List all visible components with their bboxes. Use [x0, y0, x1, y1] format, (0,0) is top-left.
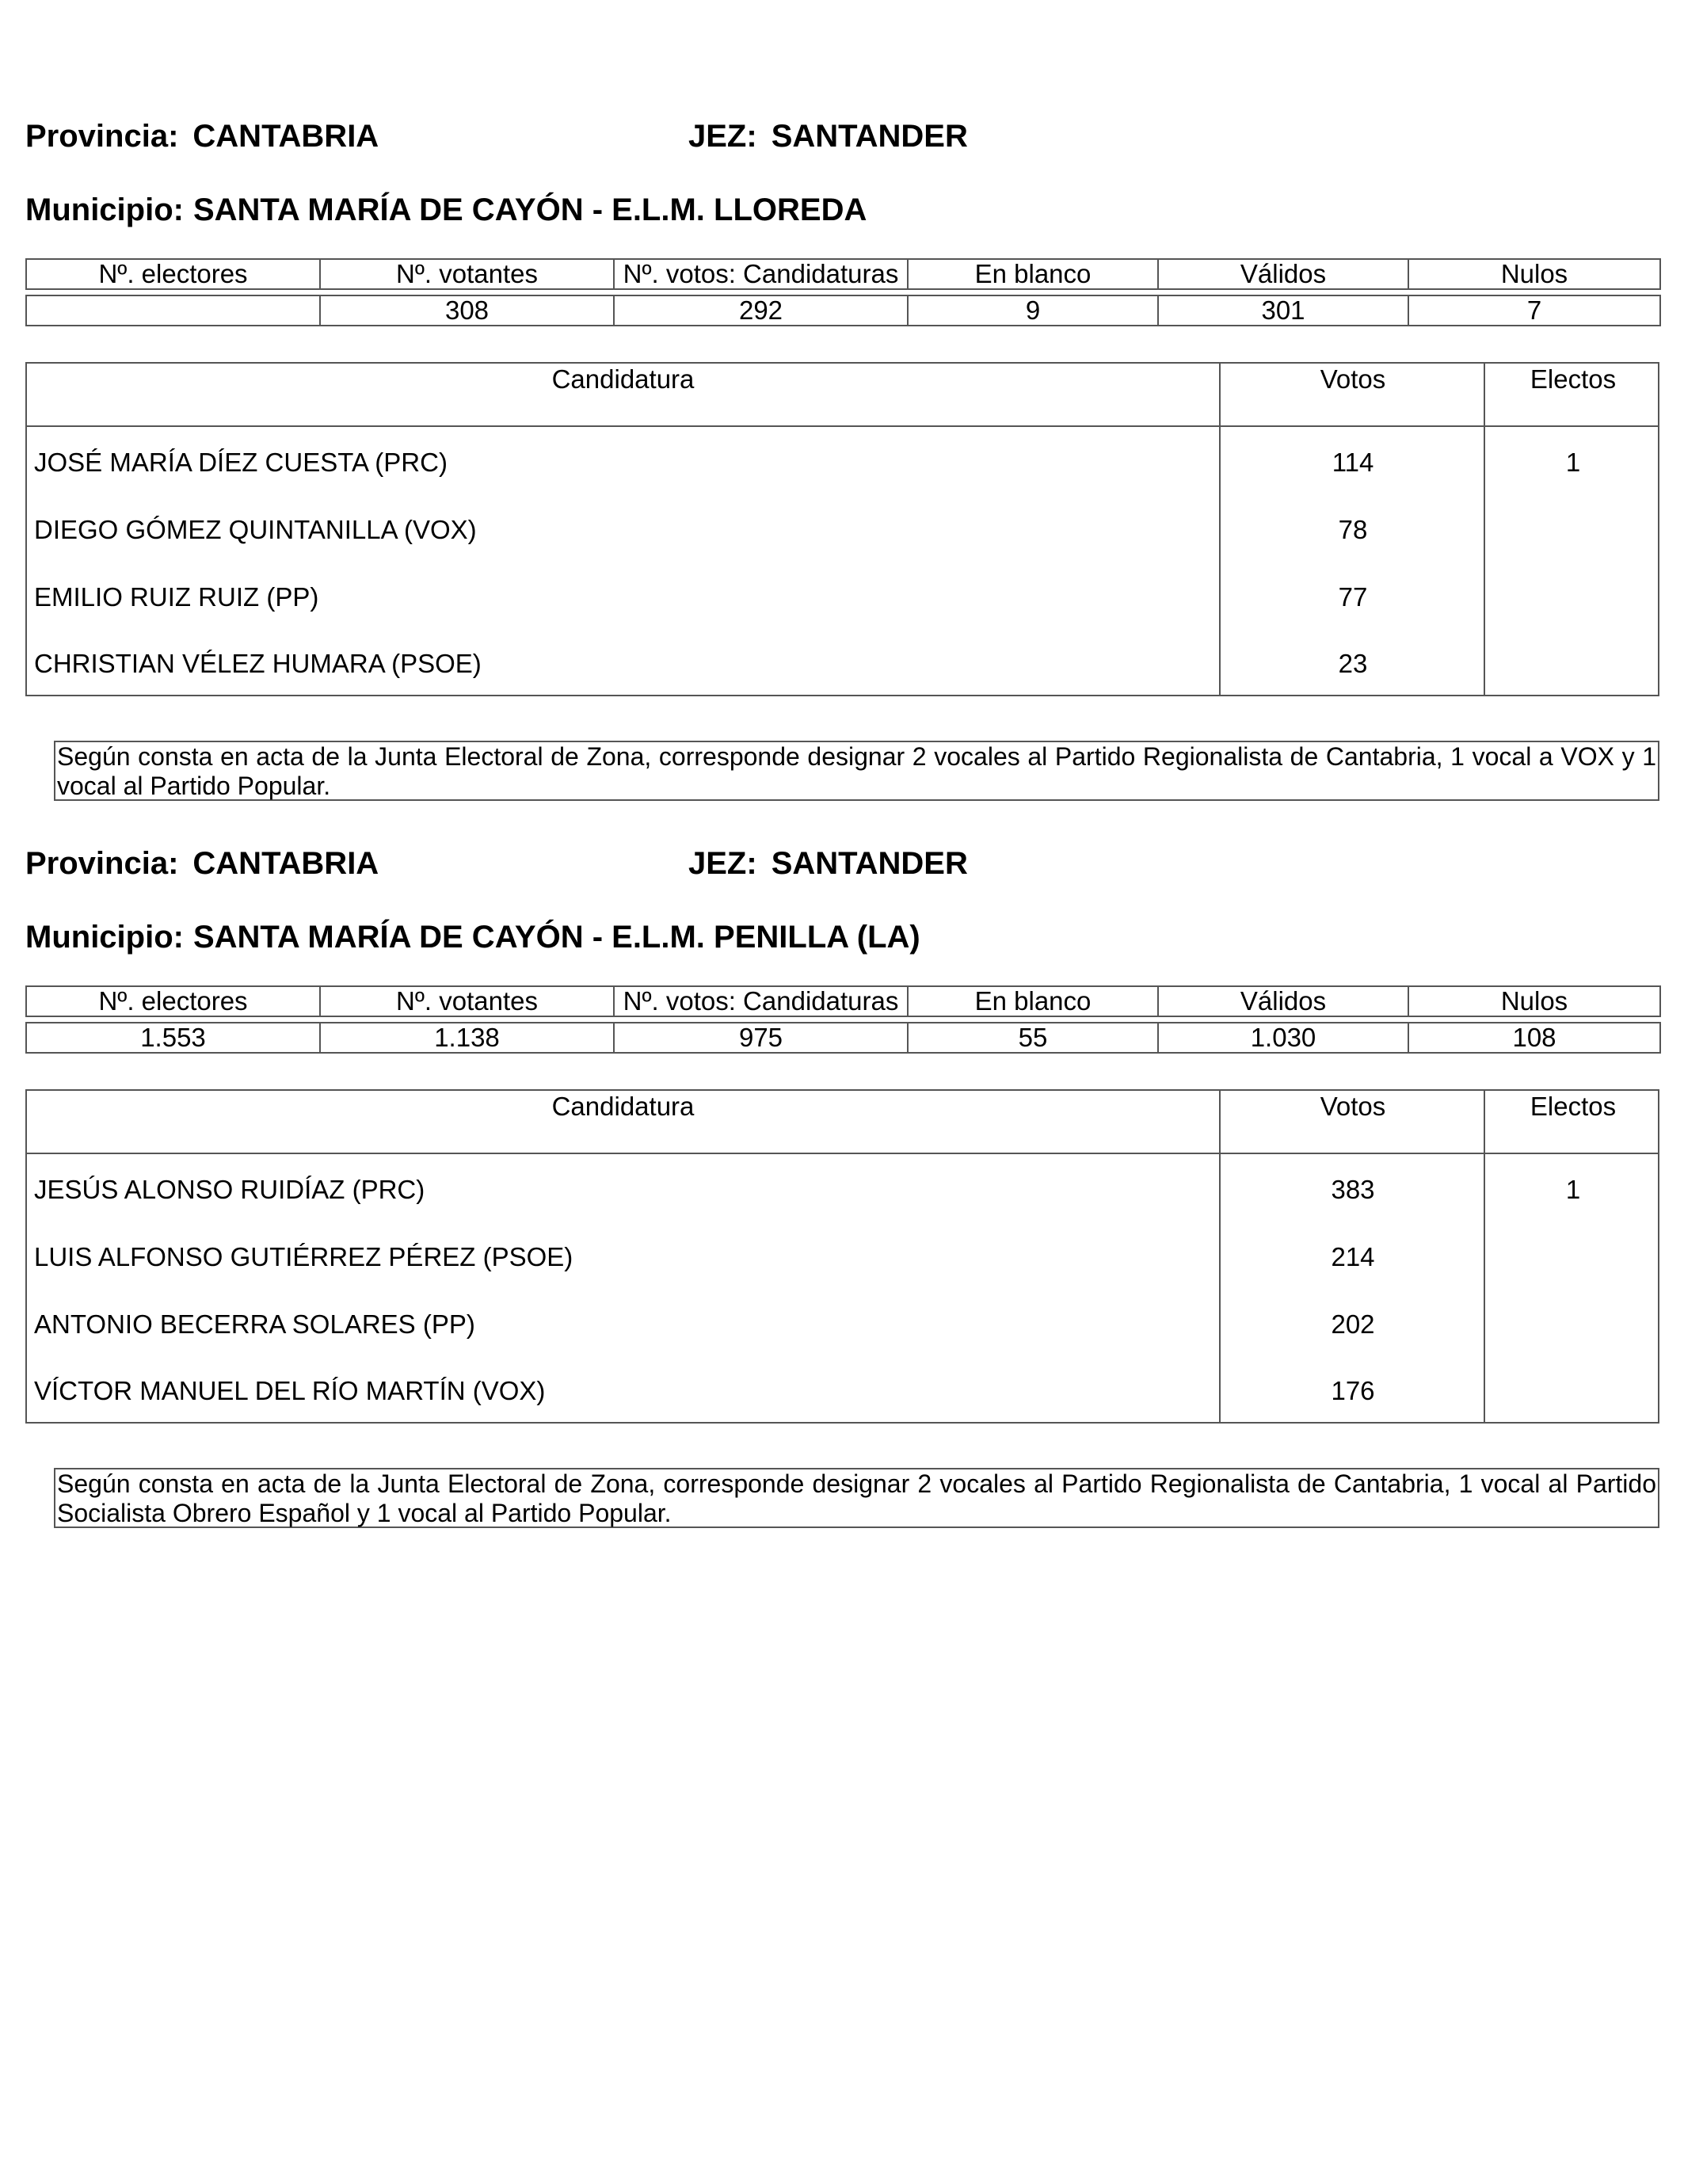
- municipio-value: SANTA MARÍA DE CAYÓN - E.L.M. LLOREDA: [192, 192, 867, 227]
- municipio-label: Municipio:: [25, 192, 184, 227]
- candidate-row: [27, 1154, 1658, 1222]
- stats-value: [26, 295, 320, 326]
- designation-note: Según consta en acta de la Junta Electoral de Zona, corresponde designar 2 vocales al Partido Regionalista de Cantabria, 1 vocal a VOX y 1 vocal al Partido Popular.: [54, 741, 1659, 801]
- stats-value: 55: [908, 1023, 1158, 1053]
- candidate-votes: 202: [1331, 1309, 1375, 1339]
- stats-header-row: [26, 986, 1660, 1016]
- votos-header: Votos: [1320, 1092, 1386, 1121]
- candidate-name: JOSÉ MARÍA DÍEZ CUESTA (PRC): [34, 448, 448, 477]
- candidate-electos: 1: [1565, 448, 1581, 477]
- stats-header: En blanco: [908, 259, 1158, 289]
- jez-value: SANTANDER: [771, 119, 968, 154]
- candidate-row: [27, 1289, 1658, 1356]
- candidate-name: DIEGO GÓMEZ QUINTANILLA (VOX): [34, 515, 477, 544]
- candidatura-header: Candidatura: [551, 364, 695, 394]
- stats-value: 308: [320, 295, 614, 326]
- candidate-name: ANTONIO BECERRA SOLARES (PP): [34, 1309, 475, 1339]
- stats-value: 7: [1408, 295, 1660, 326]
- stats-value: 975: [614, 1023, 908, 1053]
- stats-header: Válidos: [1158, 986, 1408, 1016]
- candidate-row: [27, 628, 1658, 696]
- candidate-votes: 78: [1338, 515, 1368, 544]
- stats-value: 1.553: [26, 1023, 320, 1053]
- provincia-line: [25, 848, 379, 879]
- candidate-row: [27, 1355, 1658, 1423]
- stats-table: [25, 985, 1661, 1054]
- jez-line: [688, 848, 968, 879]
- designation-note: Según consta en acta de la Junta Electoral de Zona, corresponde designar 2 vocales al Partido Regionalista de Cantabria, 1 vocal al Partido Socialista Obrero Español y 1 vocal al Partido Popular.: [54, 1468, 1659, 1528]
- stats-header: Nº. electores: [26, 986, 320, 1016]
- stats-header: Nulos: [1408, 259, 1660, 289]
- candidate-row: [27, 427, 1658, 494]
- candidate-electos: 1: [1565, 1175, 1581, 1204]
- stats-value-row: [26, 1023, 1660, 1053]
- municipio-line: [25, 194, 867, 226]
- provincia-label: Provincia:: [25, 846, 179, 881]
- candidate-name: LUIS ALFONSO GUTIÉRREZ PÉREZ (PSOE): [34, 1242, 573, 1271]
- jez-label: JEZ:: [688, 846, 757, 881]
- stats-value: 1.030: [1158, 1023, 1408, 1053]
- stats-value: 301: [1158, 295, 1408, 326]
- stats-value: 1.138: [320, 1023, 614, 1053]
- candidate-votes: 23: [1338, 649, 1368, 678]
- jez-line: [688, 120, 968, 152]
- candidate-votes: 214: [1331, 1242, 1375, 1271]
- jez-label: JEZ:: [688, 119, 757, 154]
- stats-header: Nº. votos: Candidaturas: [614, 986, 908, 1016]
- stats-value: 9: [908, 295, 1158, 326]
- stats-header: Nº. electores: [26, 259, 320, 289]
- stats-header-row: [26, 259, 1660, 289]
- candidate-votes: 383: [1331, 1175, 1375, 1204]
- stats-header: En blanco: [908, 986, 1158, 1016]
- candidate-name: CHRISTIAN VÉLEZ HUMARA (PSOE): [34, 649, 482, 678]
- municipio-value: SANTA MARÍA DE CAYÓN - E.L.M. PENILLA (LA): [192, 920, 920, 955]
- votos-header: Votos: [1320, 364, 1386, 394]
- candidate-row: [27, 1222, 1658, 1289]
- provincia-value: CANTABRIA: [192, 119, 379, 154]
- candidate-votes: 176: [1331, 1376, 1375, 1405]
- stats-header: Nulos: [1408, 986, 1660, 1016]
- stats-header: Nº. votantes: [320, 259, 614, 289]
- stats-value: 108: [1408, 1023, 1660, 1053]
- candidate-row: [27, 494, 1658, 562]
- municipio-line: [25, 921, 920, 953]
- stats-header: Nº. votantes: [320, 986, 614, 1016]
- stats-header: Válidos: [1158, 259, 1408, 289]
- candidate-votes: 77: [1338, 582, 1368, 612]
- jez-value: SANTANDER: [771, 846, 968, 881]
- municipio-label: Municipio:: [25, 920, 184, 955]
- candidate-row: [27, 562, 1658, 629]
- stats-table: [25, 258, 1661, 326]
- stats-value-row: [26, 295, 1660, 326]
- candidates-table: [25, 1089, 1659, 1424]
- stats-header: Nº. votos: Candidaturas: [614, 259, 908, 289]
- candidates-table: [25, 362, 1659, 696]
- candidate-name: JESÚS ALONSO RUIDÍAZ (PRC): [34, 1175, 425, 1204]
- stats-value: 292: [614, 295, 908, 326]
- provincia-value: CANTABRIA: [192, 846, 379, 881]
- candidate-name: EMILIO RUIZ RUIZ (PP): [34, 582, 319, 612]
- provincia-label: Provincia:: [25, 119, 179, 154]
- provincia-line: [25, 120, 379, 152]
- electos-header: Electos: [1530, 364, 1617, 394]
- candidatura-header: Candidatura: [551, 1092, 695, 1121]
- electos-header: Electos: [1530, 1092, 1617, 1121]
- candidate-name: VÍCTOR MANUEL DEL RÍO MARTÍN (VOX): [34, 1376, 546, 1405]
- candidate-votes: 114: [1332, 448, 1374, 477]
